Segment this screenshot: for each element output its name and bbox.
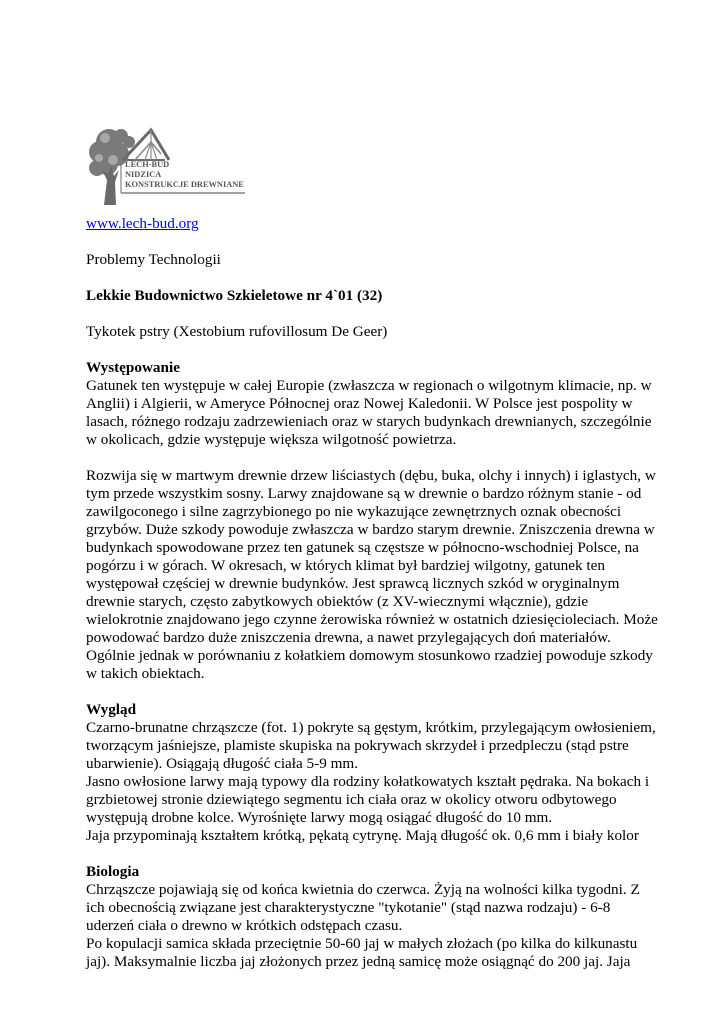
text-line: powodować bardzo duże zniszczenia drewna, a nawet przylegających doń materiałów. (86, 629, 611, 646)
text-line: tworzącym jaśniejsze, plamiste skupiska na pokrywach skrzydeł i przedpleczu (stąd pstre (86, 737, 629, 754)
text-line: Gatunek ten występuje w całej Europie (zwłaszcza w regionach o wilgotnym klimacie, np. w (86, 377, 652, 394)
text-line: Anglii) i Algierii, w Ameryce Północnej oraz Nowej Kaledonii. W Polsce jest pospolity w (86, 395, 633, 412)
text-line: Rozwija się w martwym drewnie drzew liściastych (dębu, buka, olchy i innych) i iglastych, w (86, 467, 656, 484)
text-line: Czarno-brunatne chrząszcze (fot. 1) pokryte są gęstym, krótkim, przylegającym owłosieniem, (86, 719, 656, 736)
text-line: ubarwienie). Osiągają długość ciała 5-9 mm. (86, 755, 359, 772)
appearance-heading: Wygląd (86, 701, 137, 718)
text-line: w takich obiektach. (86, 665, 205, 682)
occurrence-heading: Występowanie (86, 359, 180, 376)
logo-text-line-2: NIDZICA (125, 170, 162, 179)
text-line: lasach, różnego rodzaju zadrzewieniach oraz w starych budynkach drewnianych, szczególnie (86, 413, 652, 430)
text-line: pogórzu i w górach. W okresach, w których klimat był bardziej wilgotny, gatunek ten (86, 557, 605, 574)
document-body (86, 215, 658, 989)
text-line: w okolicach, gdzie występuje większa wilgotność powietrza. (86, 431, 457, 448)
text-line: grzbietowej stronie dziewiątego segmentu ich ciała oraz w okolicy otworu odbytowego (86, 791, 617, 808)
text-line: występują drobne kolce. Wyrośnięte larwy mogą osiągać długość do 10 mm. (86, 809, 553, 826)
text-line: Po kopulacji samica składa przeciętnie 50-60 jaj w małych złożach (po kilka do kilkunastu (86, 935, 638, 952)
species-name: Tykotek pstry (Xestobium rufovillosum De Geer) (86, 323, 388, 340)
occurrence-paragraph-2 (86, 467, 658, 683)
logo-text-line-3: KONSTRUKCJE DREWNIANE (125, 180, 244, 189)
text-line: Jaja przypominają kształtem krótką, pękatą cytrynę. Mają długość ok. 0,6 mm i biały kolor (86, 827, 639, 844)
category-text: Problemy Technologii (86, 251, 221, 268)
section-appearance (86, 701, 656, 845)
text-line: zawilgoconego i silne zagrzybionego po nie wykazujące zewnętrznych oznak obecności (86, 503, 622, 520)
journal-title: Lekkie Budownictwo Szkieletowe nr 4`01 (32) (86, 287, 383, 304)
text-line: grzybów. Duże szkody powoduje zwłaszcza w bardzo starym drewnie. Zniszczenia drewna w (86, 521, 655, 538)
text-line: Ogólnie jednak w porównaniu z kołatkiem domowym stosunkowo rzadziej powoduje szkody (86, 647, 653, 664)
text-line: budynkach spowodowane przez ten gatunek są częstsze w północno-wschodniej Polsce, na (86, 539, 639, 556)
text-line: drewnie starych, często zabytkowych obiektów (z XV-wiecznymi włącznie), gdzie (86, 593, 589, 610)
biology-paragraph (86, 881, 646, 971)
company-logo (87, 120, 247, 206)
text-line: występował częściej w drewnie budynków. Jest sprawcą licznych szkód w oryginalnym (86, 575, 620, 592)
text-line: jaj). Maksymalnie liczba jaj złożonych przez jedną samicę może osiągnąć do 200 jaj. Jaja (86, 953, 631, 970)
text-line: ich obecnością związane jest charakterystyczne "tykotanie" (stąd nazwa rodzaju) - 6-8 (86, 899, 611, 916)
website-link[interactable]: www.lech-bud.org (86, 215, 199, 232)
occurrence-paragraph-1 (86, 377, 652, 449)
text-line: wielokrotnie znajdowano jego czynne żerowiska również w ostatnich dziesięcioleciach. Może (86, 611, 658, 628)
text-line: tym przede wszystkim sosny. Larwy znajdowane są w drewnie o bardzo różnym stanie - od (86, 485, 642, 502)
text-line: Chrząszcze pojawiają się od końca kwietnia do czerwca. Żyją na wolności kilka tygodni. Z (86, 881, 640, 898)
text-line: Jasno owłosione larwy mają typowy dla rodziny kołatkowatych kształt pędraka. Na bokach i (86, 773, 650, 790)
logo-text-line-1: LECH-BUD (125, 160, 170, 169)
biology-heading: Biologia (86, 863, 140, 880)
appearance-paragraph (86, 719, 656, 845)
text-line: uderzeń ciała o drewno w krótkich odstępach czasu. (86, 917, 403, 934)
section-occurrence (86, 359, 658, 683)
section-biology (86, 863, 646, 971)
